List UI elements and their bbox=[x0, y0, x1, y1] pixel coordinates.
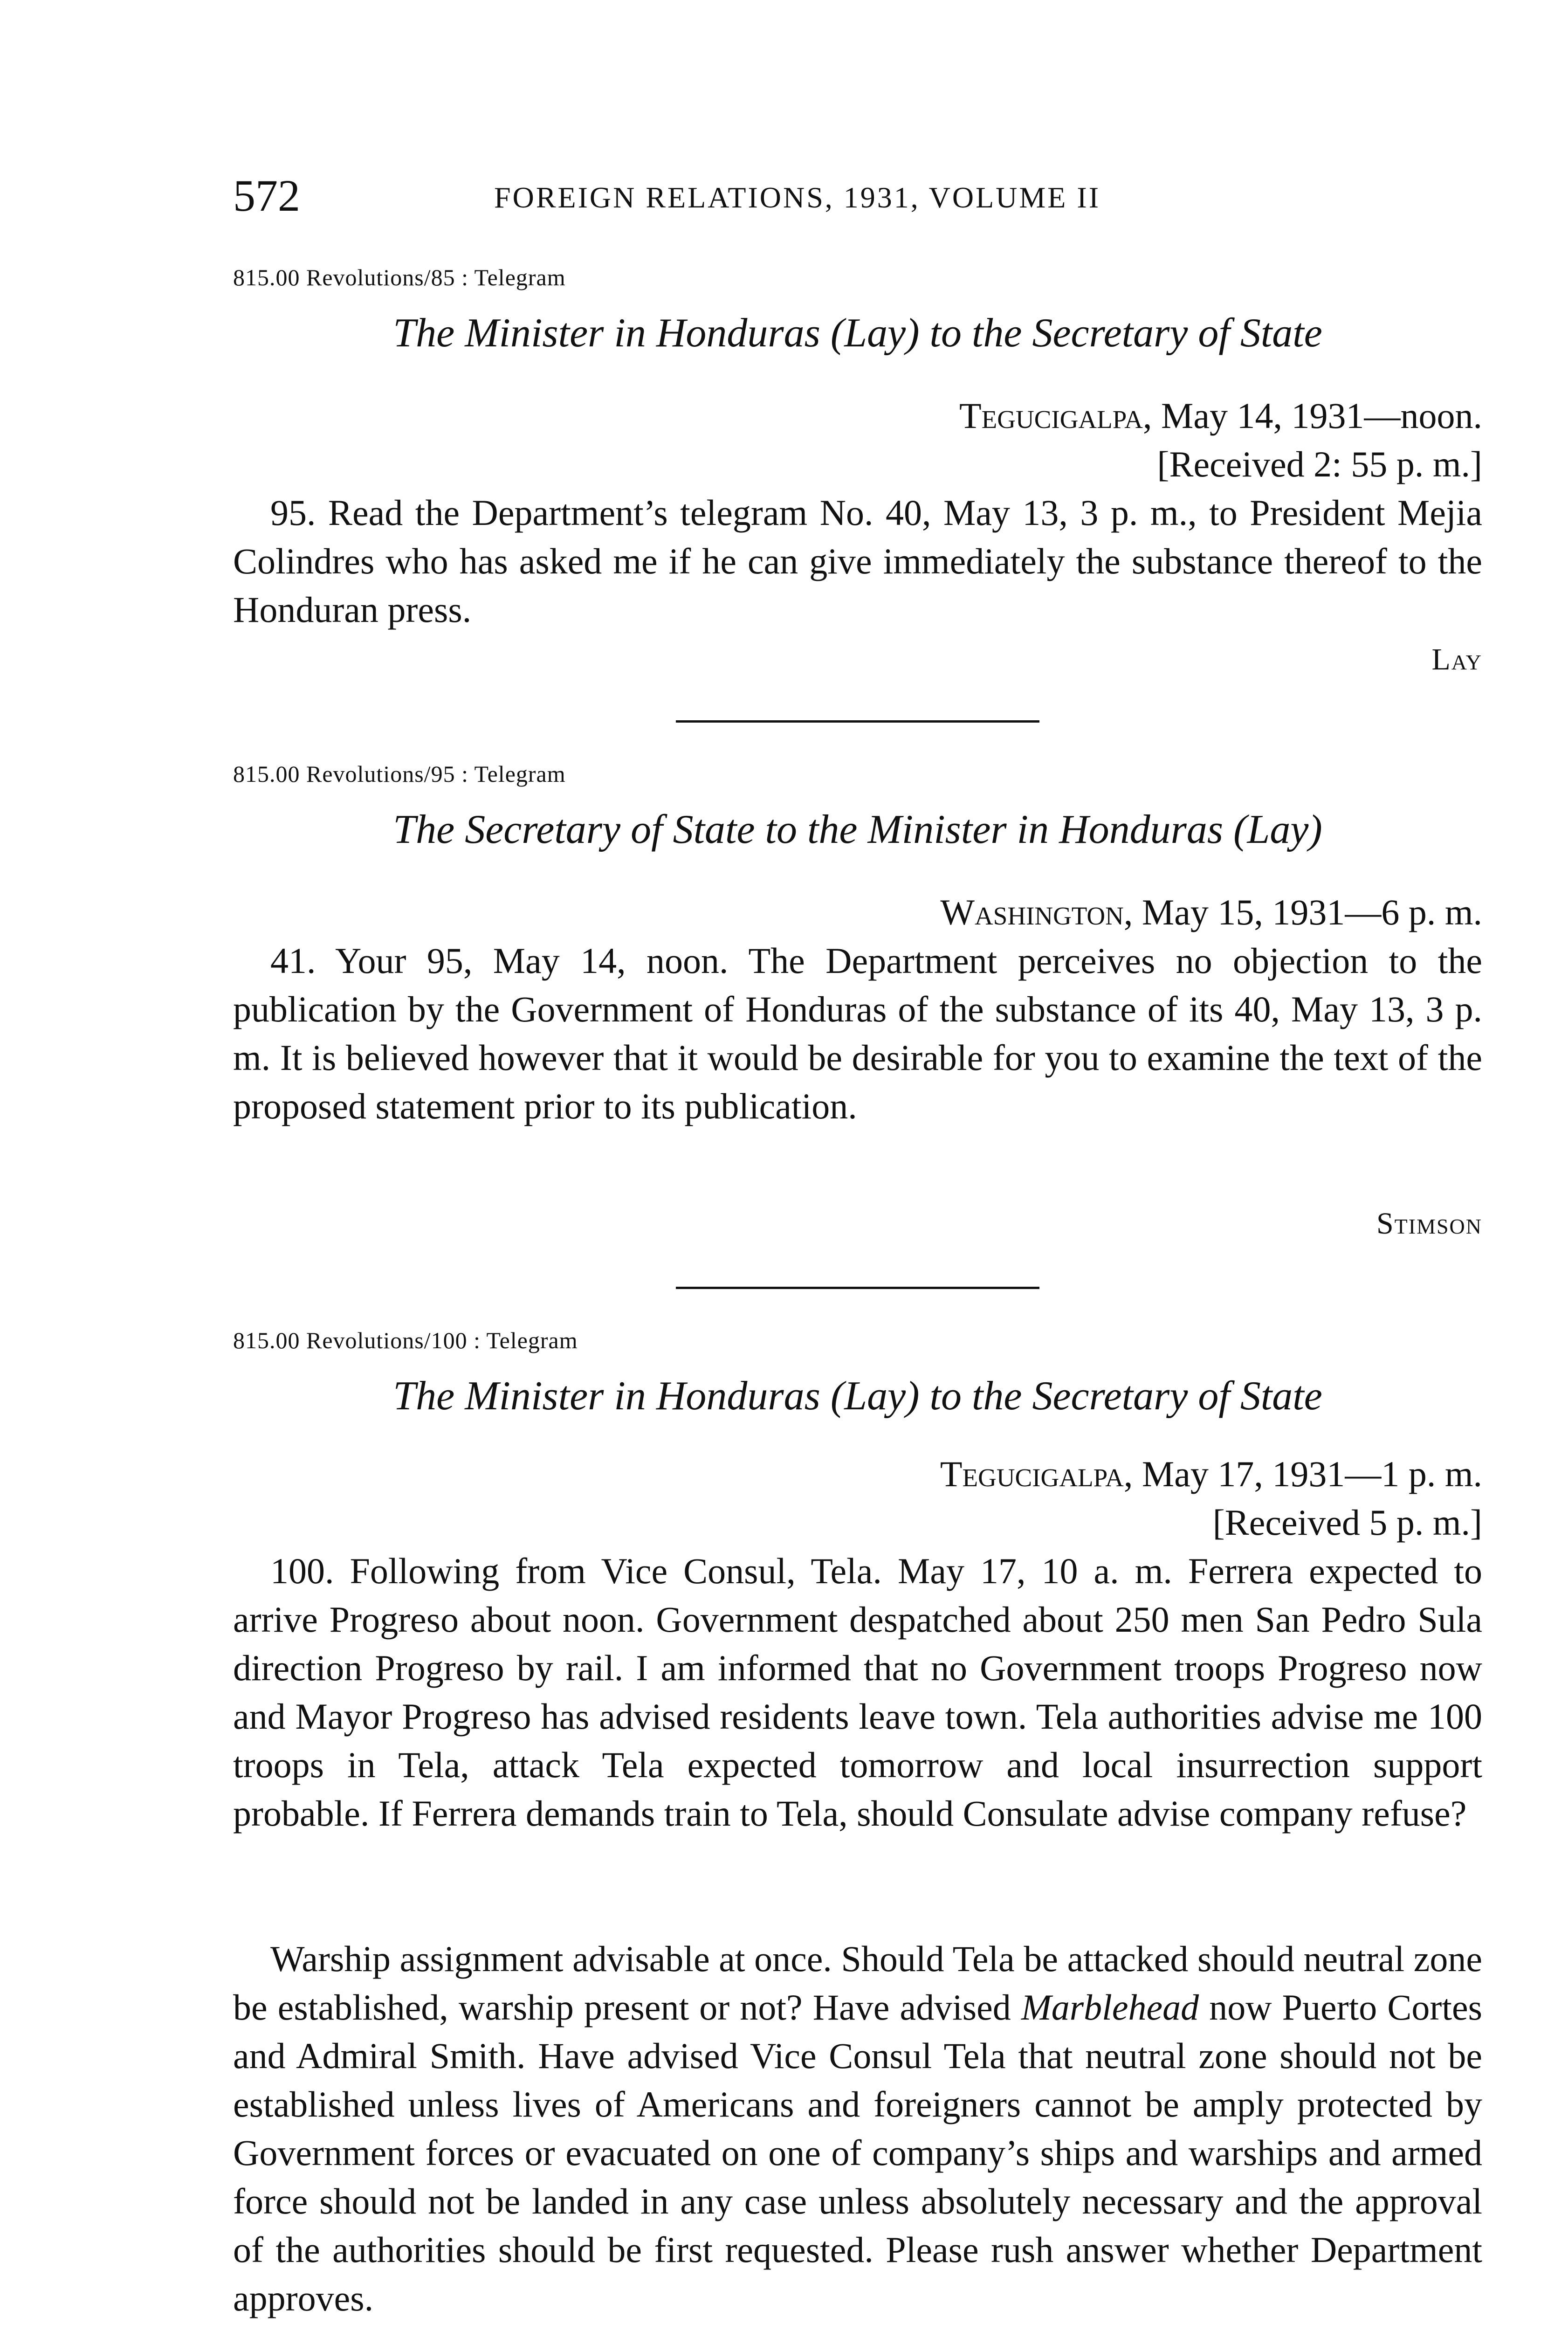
paragraph-end: now Puerto Cortes and Admiral Smith. Have advised Vice Consul Tela that neutral zone should not be established unless lives of Americans and foreigners cannot be amply protected by Government forces or evacuated on one of company’s ships and warships and armed force should not be landed in any case unless absolutely necessary and the approval of the authorities should be first requested. Please rush answer whether Department approves. bbox=[233, 1987, 1483, 2318]
file-reference: 815.00 Revolutions/85 : Telegram bbox=[233, 264, 566, 290]
file-reference: 815.00 Revolutions/95 : Telegram bbox=[233, 761, 566, 787]
dateline-place: Washington bbox=[940, 892, 1124, 932]
telegram-body: 41. Your 95, May 14, noon. The Department perceives no objection to the publication by the Government of Honduras of the substance of its 40, May 13, 3 p. m. It is believed however that it would be desirable for you to examine the text of the proposed statement prior to its publication. bbox=[233, 940, 1482, 1126]
running-title: FOREIGN RELATIONS, 1931, VOLUME II bbox=[494, 181, 1100, 214]
section-divider bbox=[676, 720, 1039, 723]
dateline-date: , May 17, 1931—1 p. m. bbox=[1123, 1454, 1482, 1494]
running-head bbox=[233, 168, 1482, 233]
ship-name: Marblehead bbox=[1021, 1987, 1199, 2028]
paragraph-start: Warship assignment advisable at once. Should Tela be attacked should neutral zone be established, warship present or not? Have advised bbox=[233, 1938, 1482, 2028]
document-heading: The Secretary of State to the Minister in Honduras (Lay) bbox=[393, 807, 1322, 852]
document-heading: The Minister in Honduras (Lay) to the Secretary of State bbox=[393, 310, 1322, 356]
dateline-place: Tegucigalpa bbox=[959, 395, 1143, 436]
dateline-date: , May 15, 1931—6 p. m. bbox=[1123, 892, 1482, 932]
telegram-body: 95. Read the Department’s telegram No. 40, May 13, 3 p. m., to President Mejia Colindres who has asked me if he can give immediately the substance thereof to the Honduran press. bbox=[233, 492, 1482, 630]
telegram-body: 100. Following from Vice Consul, Tela. May 17, 10 a. m. Ferrera expected to arrive Progreso about noon. Government despatched about 250 men San Pedro Sula direction Progreso by rail. I am informed that no Government troops Progreso now and Mayor Progreso has advised residents leave town. Tela authorities advise me 100 troops in Tela, attack Tela expected tomorrow and local insurrection support probable. If Ferrera demands train to Tela, should Consulate advise company refuse? bbox=[233, 1551, 1482, 1834]
received-note: [Received 5 p. m.] bbox=[1212, 1502, 1482, 1543]
received-note: [Received 2: 55 p. m.] bbox=[1157, 444, 1482, 484]
page-number: 572 bbox=[233, 171, 300, 221]
dateline-date: , May 14, 1931—noon. bbox=[1143, 395, 1482, 436]
signature: Lay bbox=[1431, 642, 1482, 676]
document-heading: The Minister in Honduras (Lay) to the Secretary of State bbox=[393, 1373, 1322, 1419]
dateline bbox=[233, 888, 1482, 937]
file-reference: 815.00 Revolutions/100 : Telegram bbox=[233, 1327, 578, 1353]
dateline bbox=[233, 1450, 1482, 1498]
dateline-place: Tegucigalpa bbox=[940, 1454, 1124, 1494]
section-divider bbox=[676, 1287, 1039, 1289]
telegram-body-continued bbox=[233, 1935, 1482, 2323]
signature: Stimson bbox=[1376, 1207, 1482, 1241]
dateline bbox=[233, 392, 1482, 440]
